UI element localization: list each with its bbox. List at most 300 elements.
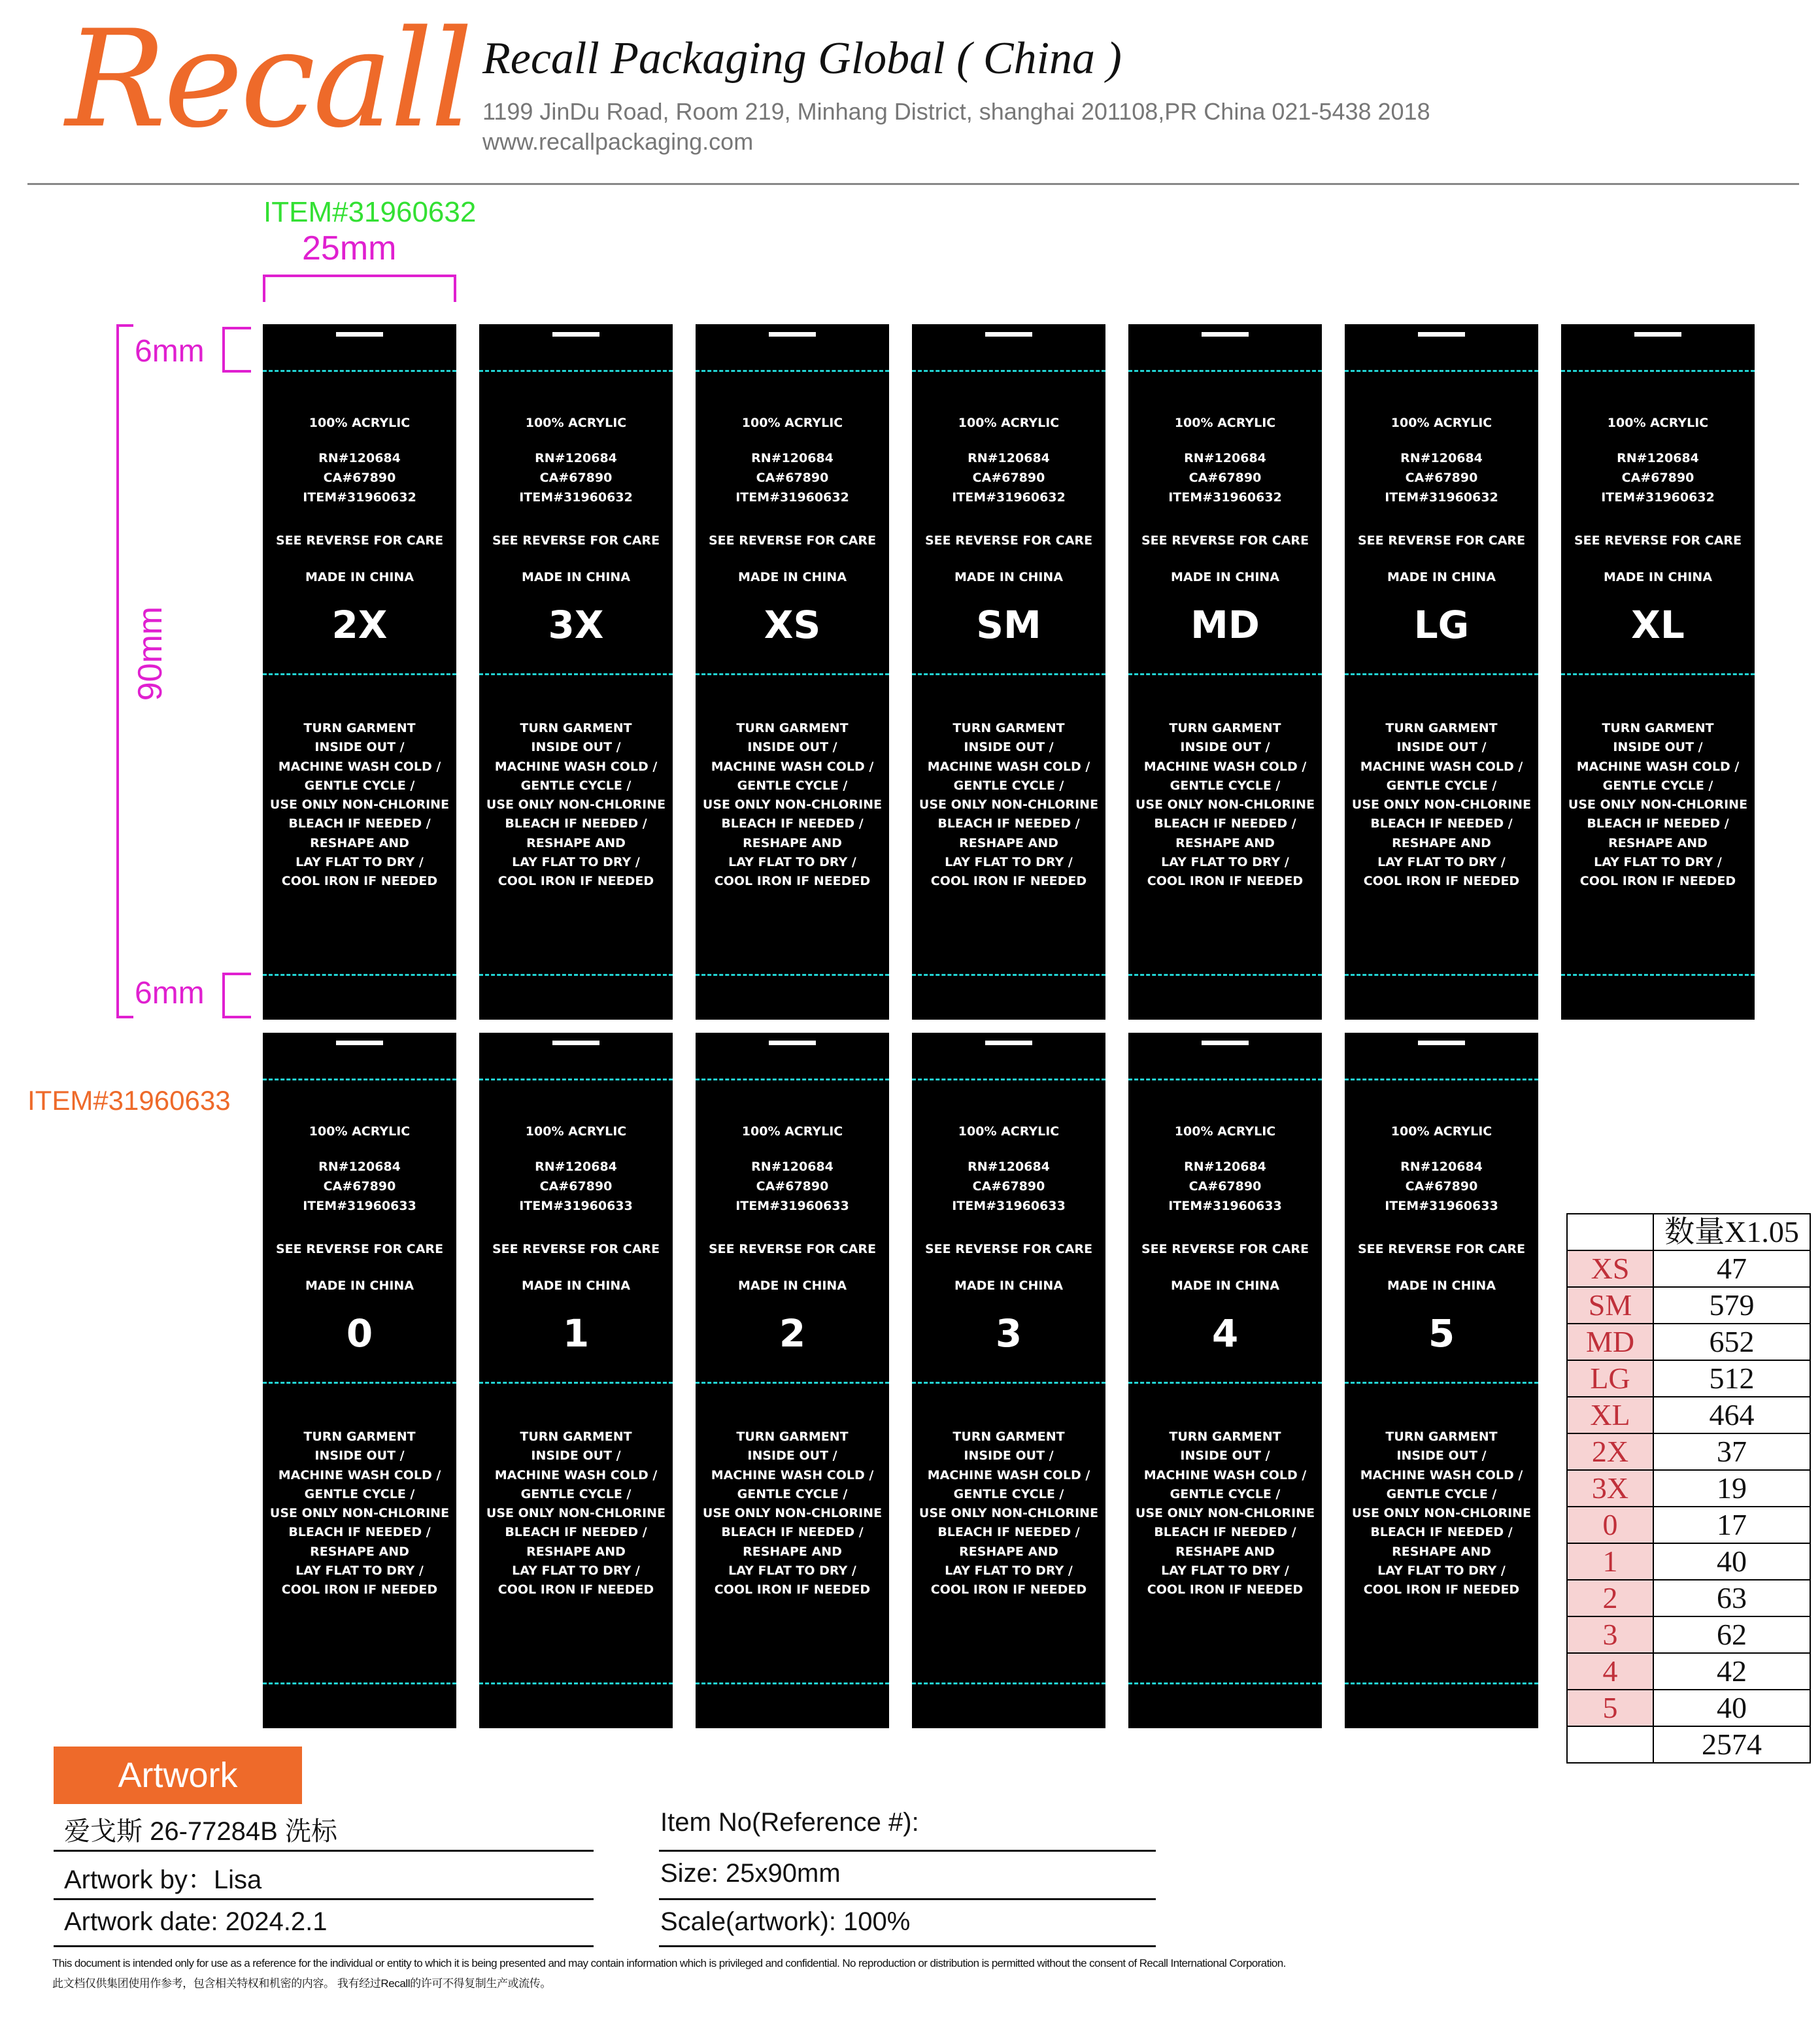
artwork-date: Artwork date: 2024.2.1 [64, 1907, 328, 1936]
quantity-value: 63 [1653, 1580, 1810, 1616]
care-instructions [479, 719, 673, 892]
care-line: BLEACH IF NEEDED / [505, 1525, 647, 1540]
care-instructions [263, 1428, 456, 1600]
fold-line [1561, 370, 1755, 372]
quantity-size: 3X [1567, 1470, 1653, 1507]
care-line: COOL IRON IF NEEDED [281, 874, 438, 889]
care-line: USE ONLY NON-CHLORINE [486, 797, 666, 812]
care-line: MACHINE WASH COLD / [1143, 759, 1307, 774]
disclaimer-chinese: 此文档仅供集团使用作参考，包含相关特权和机密的内容。 我有经过Recall的许可不得复制生产或流传。 [52, 1977, 551, 1990]
country-of-origin: MADE IN CHINA [1387, 1279, 1496, 1293]
hang-slot [985, 1041, 1032, 1045]
fold-line [479, 370, 673, 372]
see-reverse: SEE REVERSE FOR CARE [1357, 1242, 1526, 1256]
care-line: INSIDE OUT / [747, 740, 837, 755]
quantity-value: 464 [1653, 1397, 1810, 1433]
quantity-row [1567, 1653, 1810, 1690]
label-item-number: ITEM#31960633 [1168, 1199, 1282, 1213]
fiber-content: 100% ACRYLIC [1390, 416, 1492, 430]
ca-number: CA#67890 [972, 471, 1045, 485]
care-line: TURN GARMENT [736, 1430, 849, 1444]
quantity-size: MD [1567, 1324, 1653, 1360]
ca-number: CA#67890 [1405, 1179, 1478, 1194]
fold-line [1128, 1382, 1322, 1384]
country-of-origin: MADE IN CHINA [737, 570, 847, 584]
care-label [479, 324, 673, 1020]
fiber-content: 100% ACRYLIC [958, 1124, 1060, 1139]
care-line: LAY FLAT TO DRY / [728, 1563, 856, 1579]
quantity-size: 1 [1567, 1543, 1653, 1580]
size-code: 3X [548, 603, 604, 647]
care-line: TURN GARMENT [1385, 1430, 1498, 1444]
quantity-size: 0 [1567, 1507, 1653, 1543]
size-code: 2X [331, 603, 388, 647]
quantity-row [1567, 1470, 1810, 1507]
care-line: INSIDE OUT / [531, 1448, 621, 1463]
care-line: LAY FLAT TO DRY / [1594, 855, 1722, 870]
item-number-row1: ITEM#31960632 [263, 196, 477, 228]
footer-rule [659, 1850, 1156, 1852]
size-code: SM [976, 603, 1041, 647]
quantity-value: 40 [1653, 1690, 1810, 1726]
rn-number: RN#120684 [751, 1160, 834, 1174]
rn-number: RN#120684 [1400, 451, 1483, 465]
artwork-banner: Artwork [54, 1747, 302, 1804]
hang-slot [336, 332, 383, 337]
size-code: XS [764, 603, 821, 647]
care-label [1561, 324, 1755, 1020]
quantity-row [1567, 1287, 1810, 1324]
fold-line [1128, 1682, 1322, 1684]
care-line: GENTLE CYCLE / [1386, 778, 1497, 793]
care-line: COOL IRON IF NEEDED [1579, 874, 1736, 889]
artwork-by: Artwork by：Lisa [64, 1865, 262, 1894]
quantity-size: 2 [1567, 1580, 1653, 1616]
size-code: LG [1413, 603, 1470, 647]
care-line: LAY FLAT TO DRY / [1161, 855, 1289, 870]
care-line: COOL IRON IF NEEDED [714, 874, 871, 889]
see-reverse: SEE REVERSE FOR CARE [1574, 533, 1742, 548]
care-label [263, 324, 456, 1020]
ca-number: CA#67890 [539, 1179, 613, 1194]
quantity-value: 42 [1653, 1653, 1810, 1690]
fiber-content: 100% ACRYLIC [741, 1124, 843, 1139]
label-item-number: ITEM#31960633 [735, 1199, 849, 1213]
bottom-margin-bracket [222, 973, 251, 1018]
item-no-reference: Item No(Reference #): [660, 1808, 919, 1837]
country-of-origin: MADE IN CHINA [305, 1279, 414, 1293]
hang-slot [1634, 332, 1681, 337]
care-instructions [1345, 1428, 1538, 1600]
care-label [1128, 324, 1322, 1020]
quantity-total: 2574 [1653, 1726, 1810, 1763]
care-line: GENTLE CYCLE / [304, 778, 415, 793]
ca-number: CA#67890 [539, 471, 613, 485]
fiber-content: 100% ACRYLIC [1390, 1124, 1492, 1139]
hang-slot [1418, 1041, 1465, 1045]
quantity-size: XL [1567, 1397, 1653, 1433]
care-line: BLEACH IF NEEDED / [1154, 1525, 1296, 1540]
quantity-row [1567, 1433, 1810, 1470]
rn-number: RN#120684 [968, 451, 1050, 465]
label-item-number: ITEM#31960632 [1601, 490, 1715, 505]
care-line: RESHAPE AND [959, 1544, 1058, 1559]
care-line: TURN GARMENT [952, 1430, 1065, 1444]
care-line: BLEACH IF NEEDED / [937, 1525, 1080, 1540]
hang-slot [1418, 332, 1465, 337]
fold-line [696, 1682, 889, 1684]
ca-number: CA#67890 [756, 1179, 829, 1194]
care-line: INSIDE OUT / [1180, 740, 1270, 755]
ca-number: CA#67890 [756, 471, 829, 485]
fold-line [912, 673, 1105, 675]
fold-line [1345, 1682, 1538, 1684]
fiber-content: 100% ACRYLIC [309, 1124, 411, 1139]
care-line: MACHINE WASH COLD / [1143, 1467, 1307, 1482]
ca-number: CA#67890 [972, 1179, 1045, 1194]
quantity-header: 数量X1.05 [1653, 1214, 1810, 1250]
care-line: BLEACH IF NEEDED / [937, 816, 1080, 831]
country-of-origin: MADE IN CHINA [737, 1279, 847, 1293]
disclaimer-english: This document is intended only for use as a reference for the individual or entity to which it is being presented and may contain information which is privileged and confidential. No reproduction or distribution is permitted without the consent of Recall International Corporation. [52, 1957, 1286, 1969]
size-code: MD [1190, 603, 1260, 647]
size-code: 3 [995, 1311, 1022, 1356]
see-reverse: SEE REVERSE FOR CARE [924, 1242, 1093, 1256]
label-item-number: ITEM#31960632 [735, 490, 849, 505]
care-line: RESHAPE AND [1392, 835, 1491, 850]
care-line: GENTLE CYCLE / [1602, 778, 1713, 793]
care-line: GENTLE CYCLE / [520, 778, 632, 793]
label-item-number: ITEM#31960633 [1385, 1199, 1498, 1213]
quantity-size: LG [1567, 1360, 1653, 1397]
size-code: 5 [1428, 1311, 1455, 1356]
care-label [912, 324, 1105, 1020]
care-label [1128, 1033, 1322, 1728]
care-instructions [1345, 719, 1538, 892]
see-reverse: SEE REVERSE FOR CARE [924, 533, 1093, 548]
country-of-origin: MADE IN CHINA [521, 1279, 631, 1293]
care-line: LAY FLAT TO DRY / [295, 855, 424, 870]
care-line: COOL IRON IF NEEDED [1363, 1582, 1520, 1597]
see-reverse: SEE REVERSE FOR CARE [1357, 533, 1526, 548]
care-line: TURN GARMENT [303, 721, 416, 735]
quantity-row [1567, 1324, 1810, 1360]
care-line: GENTLE CYCLE / [1386, 1486, 1497, 1501]
care-line: USE ONLY NON-CHLORINE [702, 797, 883, 812]
care-line: BLEACH IF NEEDED / [505, 816, 647, 831]
rn-number: RN#120684 [1184, 451, 1266, 465]
care-line: LAY FLAT TO DRY / [945, 855, 1073, 870]
fiber-content: 100% ACRYLIC [309, 416, 411, 430]
care-line: RESHAPE AND [1175, 1544, 1275, 1559]
care-line: USE ONLY NON-CHLORINE [1351, 797, 1532, 812]
size-code: 1 [562, 1311, 590, 1356]
care-line: GENTLE CYCLE / [737, 778, 848, 793]
quantity-value: 19 [1653, 1470, 1810, 1507]
care-line: INSIDE OUT / [314, 1448, 405, 1463]
care-line: USE ONLY NON-CHLORINE [1568, 797, 1748, 812]
care-line: RESHAPE AND [959, 835, 1058, 850]
care-line: MACHINE WASH COLD / [278, 1467, 441, 1482]
hang-slot [769, 332, 816, 337]
fold-line [263, 1382, 456, 1384]
fold-line [696, 370, 889, 372]
care-line: USE ONLY NON-CHLORINE [486, 1506, 666, 1521]
size-code: 4 [1211, 1311, 1239, 1356]
care-line: INSIDE OUT / [1180, 1448, 1270, 1463]
rn-number: RN#120684 [535, 451, 617, 465]
care-line: GENTLE CYCLE / [304, 1486, 415, 1501]
hang-slot [552, 332, 599, 337]
care-line: INSIDE OUT / [314, 740, 405, 755]
fold-line [1561, 673, 1755, 675]
care-instructions [479, 1428, 673, 1600]
quantity-row [1567, 1543, 1810, 1580]
fiber-content: 100% ACRYLIC [525, 1124, 627, 1139]
bottom-margin-dimension: 6mm [135, 976, 205, 1011]
care-line: COOL IRON IF NEEDED [1147, 874, 1304, 889]
care-instructions [263, 719, 456, 892]
fold-line [1128, 673, 1322, 675]
country-of-origin: MADE IN CHINA [1603, 570, 1713, 584]
care-line: MACHINE WASH COLD / [278, 759, 441, 774]
care-line: USE ONLY NON-CHLORINE [269, 797, 450, 812]
width-bracket [263, 275, 456, 302]
top-margin-bracket [222, 327, 251, 373]
size-code: 0 [346, 1311, 373, 1356]
care-line: MACHINE WASH COLD / [927, 1467, 1090, 1482]
see-reverse: SEE REVERSE FOR CARE [275, 533, 444, 548]
see-reverse: SEE REVERSE FOR CARE [1141, 533, 1309, 548]
fold-line [912, 1382, 1105, 1384]
ca-number: CA#67890 [1188, 1179, 1262, 1194]
fold-line [263, 1682, 456, 1684]
item-number-row2: ITEM#31960633 [27, 1085, 231, 1116]
care-line: RESHAPE AND [1608, 835, 1708, 850]
quantity-header-row [1567, 1214, 1810, 1250]
rn-number: RN#120684 [1184, 1160, 1266, 1174]
size-code: 2 [779, 1311, 806, 1356]
care-line: GENTLE CYCLE / [1170, 1486, 1281, 1501]
label-item-number: ITEM#31960633 [519, 1199, 633, 1213]
fold-line [1561, 974, 1755, 976]
care-line: USE ONLY NON-CHLORINE [918, 797, 1099, 812]
care-line: COOL IRON IF NEEDED [1147, 1582, 1304, 1597]
country-of-origin: MADE IN CHINA [521, 570, 631, 584]
care-line: INSIDE OUT / [1396, 740, 1487, 755]
company-website[interactable]: www.recallpackaging.com [482, 128, 754, 155]
label-item-number: ITEM#31960632 [952, 490, 1066, 505]
fiber-content: 100% ACRYLIC [958, 416, 1060, 430]
fold-line [263, 1079, 456, 1080]
label-item-number: ITEM#31960632 [1385, 490, 1498, 505]
fiber-content: 100% ACRYLIC [1607, 416, 1709, 430]
care-line: INSIDE OUT / [531, 740, 621, 755]
fold-line [1128, 370, 1322, 372]
rn-number: RN#120684 [968, 1160, 1050, 1174]
fold-line [696, 1079, 889, 1080]
country-of-origin: MADE IN CHINA [954, 570, 1064, 584]
care-line: MACHINE WASH COLD / [494, 1467, 658, 1482]
see-reverse: SEE REVERSE FOR CARE [492, 1242, 660, 1256]
care-line: RESHAPE AND [526, 1544, 626, 1559]
quantity-value: 37 [1653, 1433, 1810, 1470]
country-of-origin: MADE IN CHINA [1170, 1279, 1280, 1293]
quantity-row [1567, 1507, 1810, 1543]
care-line: COOL IRON IF NEEDED [930, 1582, 1087, 1597]
care-line: RESHAPE AND [526, 835, 626, 850]
care-line: COOL IRON IF NEEDED [497, 874, 654, 889]
care-line: USE ONLY NON-CHLORINE [1135, 1506, 1315, 1521]
care-line: COOL IRON IF NEEDED [1363, 874, 1520, 889]
fold-line [263, 974, 456, 976]
care-line: MACHINE WASH COLD / [1360, 759, 1523, 774]
care-line: BLEACH IF NEEDED / [721, 816, 864, 831]
fiber-content: 100% ACRYLIC [525, 416, 627, 430]
care-line: INSIDE OUT / [964, 1448, 1054, 1463]
care-line: TURN GARMENT [520, 1430, 632, 1444]
care-line: USE ONLY NON-CHLORINE [918, 1506, 1099, 1521]
see-reverse: SEE REVERSE FOR CARE [708, 533, 877, 548]
hang-slot [552, 1041, 599, 1045]
care-line: GENTLE CYCLE / [737, 1486, 848, 1501]
fold-line [479, 1079, 673, 1080]
care-line: COOL IRON IF NEEDED [930, 874, 1087, 889]
hang-slot [336, 1041, 383, 1045]
care-line: BLEACH IF NEEDED / [721, 1525, 864, 1540]
rn-number: RN#120684 [318, 1160, 401, 1174]
product-name: 爱戈斯 26-77284B 洗标 [64, 1817, 337, 1846]
care-line: BLEACH IF NEEDED / [288, 816, 431, 831]
ca-number: CA#67890 [1621, 471, 1694, 485]
fold-line [263, 370, 456, 372]
care-line: RESHAPE AND [743, 1544, 842, 1559]
fold-line [263, 673, 456, 675]
company-name: Recall Packaging Global ( China ) [482, 33, 1122, 84]
hang-slot [1202, 1041, 1249, 1045]
fold-line [1345, 370, 1538, 372]
care-line: RESHAPE AND [310, 835, 409, 850]
quantity-value: 47 [1653, 1250, 1810, 1287]
care-line: RESHAPE AND [310, 1544, 409, 1559]
care-line: TURN GARMENT [1602, 721, 1714, 735]
care-line: TURN GARMENT [736, 721, 849, 735]
height-dimension: 90mm [131, 606, 169, 701]
fold-line [1345, 974, 1538, 976]
quantity-row [1567, 1397, 1810, 1433]
hang-slot [1202, 332, 1249, 337]
fold-line [696, 974, 889, 976]
care-line: BLEACH IF NEEDED / [1370, 1525, 1513, 1540]
see-reverse: SEE REVERSE FOR CARE [1141, 1242, 1309, 1256]
care-line: USE ONLY NON-CHLORINE [702, 1506, 883, 1521]
care-line: USE ONLY NON-CHLORINE [269, 1506, 450, 1521]
care-line: USE ONLY NON-CHLORINE [1135, 797, 1315, 812]
quantity-row [1567, 1580, 1810, 1616]
country-of-origin: MADE IN CHINA [1387, 570, 1496, 584]
care-line: GENTLE CYCLE / [520, 1486, 632, 1501]
care-line: MACHINE WASH COLD / [927, 759, 1090, 774]
quantity-value: 652 [1653, 1324, 1810, 1360]
fold-line [696, 673, 889, 675]
care-line: TURN GARMENT [1385, 721, 1498, 735]
care-label [1345, 324, 1538, 1020]
care-line: LAY FLAT TO DRY / [1377, 855, 1506, 870]
fold-line [479, 1682, 673, 1684]
care-line: RESHAPE AND [1392, 1544, 1491, 1559]
fold-line [479, 974, 673, 976]
fold-line [696, 1382, 889, 1384]
care-instructions [912, 719, 1105, 892]
recall-logo: Recall [65, 2, 471, 158]
fold-line [1345, 1079, 1538, 1080]
care-line: MACHINE WASH COLD / [711, 1467, 874, 1482]
fiber-content: 100% ACRYLIC [1174, 416, 1276, 430]
fold-line [1345, 673, 1538, 675]
care-label [912, 1033, 1105, 1728]
see-reverse: SEE REVERSE FOR CARE [275, 1242, 444, 1256]
quantity-size: SM [1567, 1287, 1653, 1324]
see-reverse: SEE REVERSE FOR CARE [708, 1242, 877, 1256]
care-label [696, 1033, 889, 1728]
footer-rule [54, 1898, 594, 1900]
footer-rule [659, 1898, 1156, 1900]
header-divider [27, 183, 1799, 185]
fiber-content: 100% ACRYLIC [741, 416, 843, 430]
care-line: INSIDE OUT / [1396, 1448, 1487, 1463]
care-instructions [696, 1428, 889, 1600]
rn-number: RN#120684 [318, 451, 401, 465]
quantity-row [1567, 1616, 1810, 1653]
rn-number: RN#120684 [535, 1160, 617, 1174]
care-line: INSIDE OUT / [747, 1448, 837, 1463]
care-instructions [912, 1428, 1105, 1600]
care-line: TURN GARMENT [1169, 721, 1281, 735]
fold-line [912, 1079, 1105, 1080]
quantity-size: 4 [1567, 1653, 1653, 1690]
care-line: COOL IRON IF NEEDED [281, 1582, 438, 1597]
fold-line [479, 673, 673, 675]
quantity-total-row [1567, 1726, 1810, 1763]
care-line: TURN GARMENT [1169, 1430, 1281, 1444]
care-line: MACHINE WASH COLD / [1360, 1467, 1523, 1482]
country-of-origin: MADE IN CHINA [954, 1279, 1064, 1293]
label-item-number: ITEM#31960633 [303, 1199, 416, 1213]
care-line: INSIDE OUT / [1613, 740, 1703, 755]
see-reverse: SEE REVERSE FOR CARE [492, 533, 660, 548]
top-margin-dimension: 6mm [135, 334, 205, 369]
care-line: COOL IRON IF NEEDED [714, 1582, 871, 1597]
label-item-number: ITEM#31960632 [303, 490, 416, 505]
quantity-size: 2X [1567, 1433, 1653, 1470]
quantity-size: XS [1567, 1250, 1653, 1287]
care-line: MACHINE WASH COLD / [711, 759, 874, 774]
quantity-value: 40 [1653, 1543, 1810, 1580]
quantity-value: 579 [1653, 1287, 1810, 1324]
care-instructions [1128, 1428, 1322, 1600]
care-label [479, 1033, 673, 1728]
care-line: MACHINE WASH COLD / [494, 759, 658, 774]
quantity-total-empty [1567, 1726, 1653, 1763]
hang-slot [985, 332, 1032, 337]
care-line: TURN GARMENT [520, 721, 632, 735]
rn-number: RN#120684 [1400, 1160, 1483, 1174]
hang-slot [769, 1041, 816, 1045]
quantity-row [1567, 1360, 1810, 1397]
quantity-size: 5 [1567, 1690, 1653, 1726]
quantity-table [1566, 1213, 1811, 1764]
care-line: LAY FLAT TO DRY / [728, 855, 856, 870]
